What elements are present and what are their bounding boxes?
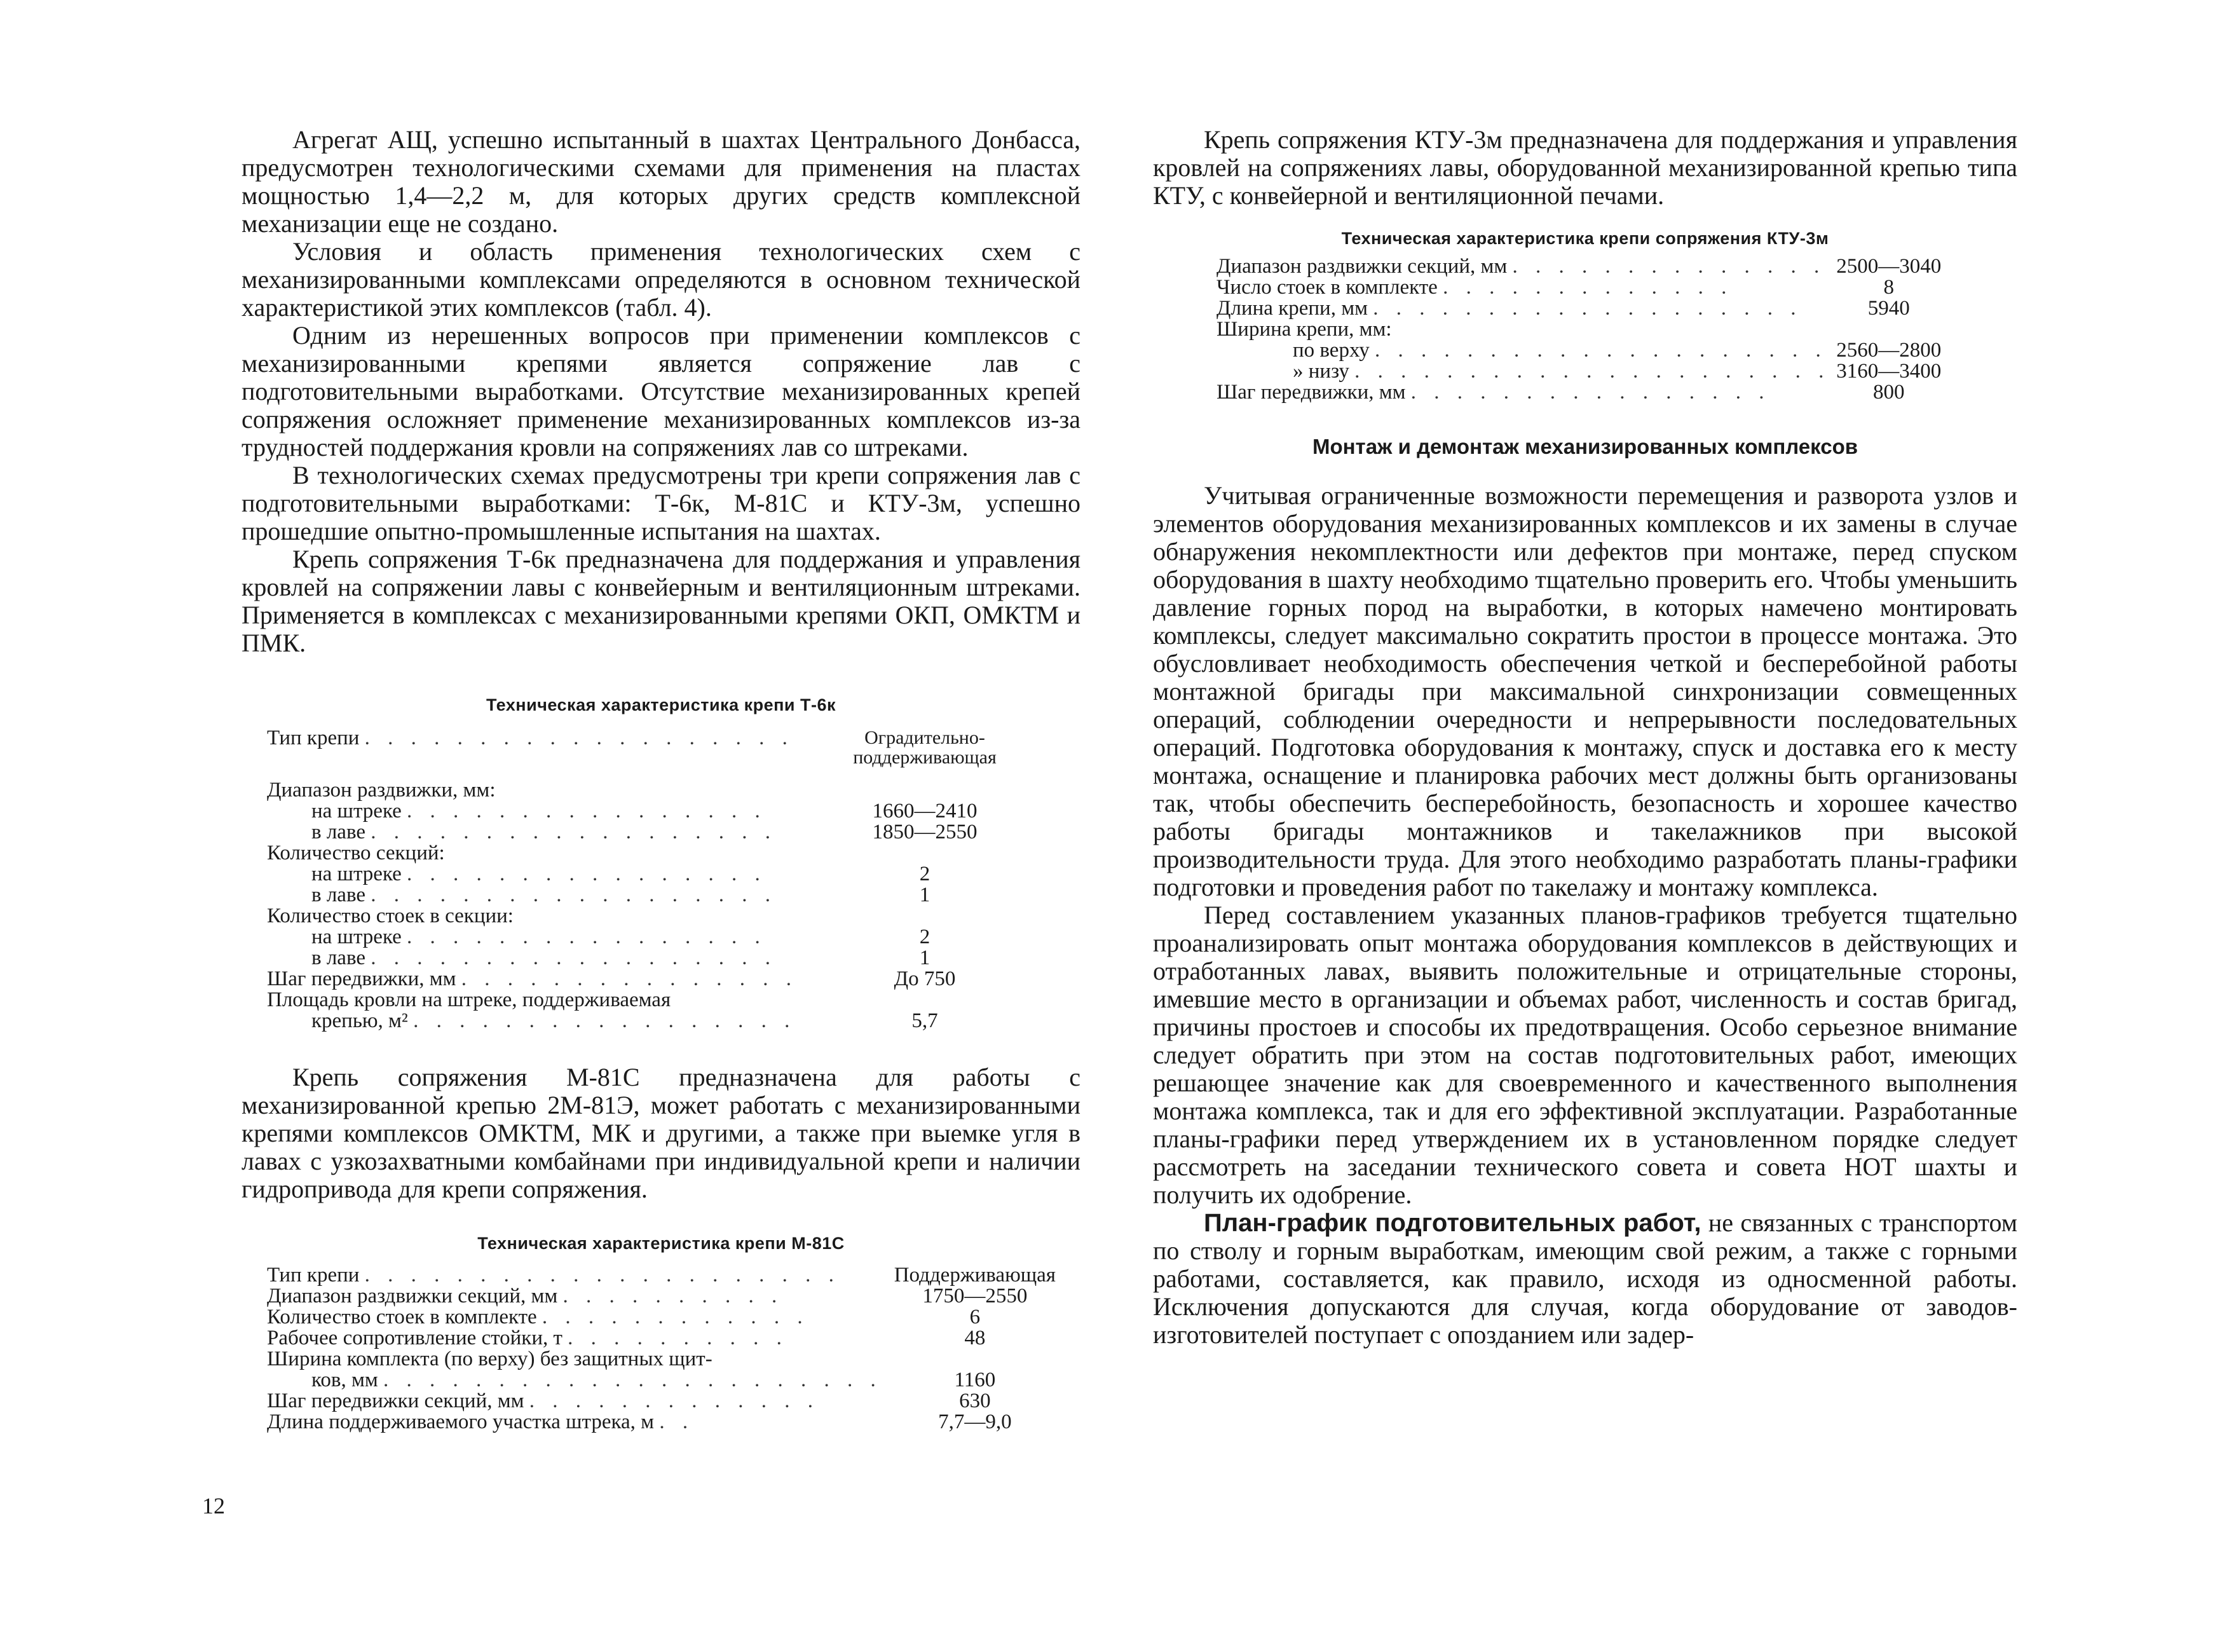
row-value: 1850—2550 <box>872 821 978 843</box>
row-value: 1750—2550 <box>922 1285 1028 1307</box>
table-row: Диапазон раздвижки секций, мм . . . . . . . . . . . . . . 2500—3040 <box>1217 256 1947 277</box>
row-label: Диапазон раздвижки секций, мм <box>1217 256 1508 277</box>
row-label: в лаве <box>311 885 365 906</box>
table-row: Диапазон раздвижки секций, мм . . . . . . . . . . 1750—2550 <box>267 1286 1068 1307</box>
row-label: Шаг передвижки, мм <box>1217 382 1406 403</box>
row-label: Шаг передвижки секций, мм <box>267 1391 524 1412</box>
bold-lead: План-график подготовительных работ, <box>1204 1209 1701 1237</box>
row-label: Ширина крепи, мм: <box>1217 319 1392 340</box>
row-label: на штреке <box>311 927 402 948</box>
table-row <box>1217 319 1947 340</box>
table-row: Число стоек в комплекте . . . . . . . . . . . . . 8 <box>1217 277 1947 298</box>
row-value: 1660—2410 <box>872 800 978 823</box>
table-row: Тип крепи . . . . . . . . . . . . . . . . . . . . . Поддерживающая <box>267 1265 1068 1286</box>
row-value: 5940 <box>1867 297 1910 320</box>
table-row: Длина поддерживаемого участка штрека, м . . 7,7—9,0 <box>267 1412 1068 1433</box>
row-label: » низу <box>1293 361 1349 382</box>
spec-table-ktu <box>1217 256 1947 403</box>
row-label: Ширина комплекта (по верху) без защитных щит- <box>267 1349 712 1370</box>
row-label: Количество секций: <box>267 843 445 864</box>
table-row: на штреке . . . . . . . . . . . . . . . . 2 <box>267 864 1030 885</box>
paragraph: Крепь сопряжения М-81С предназначена для работы с механизированной крепью 2М-81Э, может работать с механизированными крепями комплексов ОМКТМ, МК и другими, а также при выемке угля в лавах с узкозахватными комбайнами при индивидуальной крепи и наличии гидропривода для крепи сопряжения. <box>242 1063 1080 1203</box>
paragraph: Учитывая ограниченные возможности перемещения и разворота узлов и элементов оборудования механизированных комплексов и их замены в случае обнаружения некомплектности или дефектов при монтаже, перед спуском оборудования в шахту необходимо тщательно проверить его. Чтобы уменьшить давление горных пород на выработки, в которых намечено монтировать комплексы, следует максимально сократить простои в процессе монтажа. Это обусловливает необходимость обеспечения четкой и бесперебойной работы монтажной бригады при максимальной синхронизации совмещенных операций, соблюдении очередности и непрерывности последовательных операций. Подготовка оборудования к монтажу, спуск и доставка его к месту монтажа, оснащение и планировка рабочих мест должны быть организованы так, чтобы обеспечить бесперебойность, безопасность и хорошее качество работы бригады монтажников и такелажников при высокой производительности труда. Для этого необходимо разработать планы-графики подготовки и проведения работ по такелажу и монтажу комплекса. <box>1153 481 2017 901</box>
row-value: 6 <box>969 1306 981 1328</box>
row-label: Тип крепи <box>267 728 360 749</box>
left-column <box>242 126 1080 1433</box>
paragraph: Крепь сопряжения КТУ-3м предназначена для поддержания и управления кровлей на сопряжениях лавы, оборудованной механизированной крепью типа КТУ, с конвейерной и вентиляционной печами. <box>1153 125 2017 210</box>
row-label: в лаве <box>311 822 365 843</box>
right-page <box>1107 0 2215 1652</box>
table-row: Рабочее сопротивление стойки, т . . . . . . . . . . 48 <box>267 1328 1068 1349</box>
row-value: 800 <box>1872 381 1905 404</box>
row-value: 2500—3040 <box>1836 255 1942 278</box>
row-value: 5,7 <box>911 1009 938 1032</box>
row-value: 7,7—9,0 <box>938 1410 1012 1433</box>
row-value: Поддерживающая <box>894 1264 1056 1287</box>
row-label: Количество стоек в секции: <box>267 906 514 927</box>
row-label: Количество стоек в комплекте <box>267 1307 537 1328</box>
row-value: 1 <box>919 946 930 969</box>
table-row: по верху . . . . . . . . . . . . . . . . . . . . 2560—2800 <box>1217 340 1947 361</box>
table-row: на штреке . . . . . . . . . . . . . . . . 1660—2410 <box>267 801 1030 822</box>
row-value: 1 <box>919 884 930 906</box>
row-value: 630 <box>959 1389 991 1412</box>
table-row <box>267 1349 1068 1370</box>
spec-table-m81 <box>267 1265 1068 1433</box>
row-value: 2 <box>919 925 930 948</box>
table-row: Тип крепи . . . . . . . . . . . . . . . . . . . Оградительно-поддерживающая <box>267 728 1030 767</box>
right-column <box>1153 126 2017 1349</box>
row-label: Шаг передвижки, мм <box>267 969 456 990</box>
paragraph-text: не связанных с транспортом по стволу и горным выработкам, имеющим свой режим, а также с горными работами, составляется, как правило, исходя из односменной работы. Исключения допускаются для случая, когда оборудование от заводов-изготовителей поступает с опозданием или задер- <box>1153 1208 2018 1349</box>
table-title-t6k: Техническая характеристика крепи Т-6к <box>486 695 836 714</box>
paragraph: Условия и область применения технологических схем с механизированными комплексами определяются в основном технической характеристикой этих комплексов (табл. 4). <box>242 237 1080 322</box>
row-value: 48 <box>964 1327 986 1349</box>
table-row: на штреке . . . . . . . . . . . . . . . . 2 <box>267 927 1030 948</box>
row-label: по верху <box>1293 340 1370 361</box>
row-value: 3160—3400 <box>1836 360 1942 383</box>
table-row: в лаве . . . . . . . . . . . . . . . . . . 1 <box>267 885 1030 906</box>
paragraph: Агрегат АЩ, успешно испытанный в шахтах Центрального Донбасса, предусмотрен технологическими схемами для применения на пластах мощностью 1,4—2,2 м, для которых других средств комплексной механизации еще не создано. <box>242 125 1080 238</box>
row-label: Диапазон раздвижки секций, мм <box>267 1286 558 1307</box>
table-row: крепью, м² . . . . . . . . . . . . . . . . . 5,7 <box>267 1011 1030 1032</box>
row-value: Оградительно-поддерживающая <box>853 727 997 768</box>
table-row: в лаве . . . . . . . . . . . . . . . . . . 1850—2550 <box>267 822 1030 843</box>
paragraph: Крепь сопряжения Т-6к предназначена для поддержания и управления кровлей на сопряжении лавы с конвейерным и вентиляционным штреками. Применяется в комплексах с механизированными крепями ОКП, ОМКТМ и ПМК. <box>242 545 1080 657</box>
row-label: на штреке <box>311 864 402 885</box>
row-value: 2560—2800 <box>1836 339 1942 362</box>
table-row: в лаве . . . . . . . . . . . . . . . . . . 1 <box>267 948 1030 969</box>
row-label: на штреке <box>311 801 402 822</box>
row-value: 8 <box>1883 276 1894 299</box>
table-row <box>267 906 1030 927</box>
row-label: Рабочее сопротивление стойки, т <box>267 1328 562 1349</box>
paragraph: Перед составлением указанных планов-графиков требуется тщательно проанализировать опыт монтажа оборудования комплексов в действующих и отработанных лавах, выявить положительные и отрицательные стороны, имевшие место в организации и объемах работ, численность и состав бригад, причины простоев и способы их предотвращения. Особо серьезное внимание следует обратить при этом на состав подготовительных работ, имеющих решающее значение как для своевременного и качественного выполнения монтажа комплекса, так и для его эффективной эксплуатации. Разработанные планы-графики перед утверждением их в установленном порядке следует рассмотреть на заседании технического совета и совета НОТ шахты и получить их одобрение. <box>1153 901 2017 1209</box>
table-row <box>267 990 1030 1011</box>
table-row: Шаг передвижки секций, мм . . . . . . . . . . . . . 630 <box>267 1391 1068 1412</box>
table-row: Количество стоек в комплекте . . . . . . . . . . . . 6 <box>267 1307 1068 1328</box>
left-page <box>0 0 1107 1652</box>
table-row: ков, мм . . . . . . . . . . . . . . . . . . . . . . 1160 <box>267 1370 1068 1391</box>
section-title: Монтаж и демонтаж механизированных комплексов <box>1312 435 1858 458</box>
table-row: » низу . . . . . . . . . . . . . . . . . . . . . 3160—3400 <box>1217 361 1947 382</box>
table-row: Шаг передвижки, мм . . . . . . . . . . . . . . . До 750 <box>267 969 1030 990</box>
paragraph: Одним из нерешенных вопросов при применении комплексов с механизированными крепями является сопряжение лав с подготовительными выработками. Отсутствие механизированных крепей сопряжения осложняет применение механизированных комплексов из-за трудностей поддержания кровли на сопряжениях лав со штреками. <box>242 321 1080 461</box>
row-label: Длина крепи, мм <box>1217 298 1368 319</box>
row-value: 2 <box>919 863 930 885</box>
row-label: Число стоек в комплекте <box>1217 277 1438 298</box>
table-row <box>267 843 1030 864</box>
paragraph: В технологических схемах предусмотрены три крепи сопряжения лав с подготовительными выработками: Т-6к, М-81С и КТУ-3м, успешно прошедшие опытно-промышленные испытания на шахтах. <box>242 461 1080 545</box>
table-row: Шаг передвижки, мм . . . . . . . . . . . . . . . . 800 <box>1217 382 1947 403</box>
page-number: 12 <box>202 1493 225 1519</box>
row-label: Площадь кровли на штреке, поддерживаемая <box>267 990 671 1011</box>
table-row: Длина крепи, мм . . . . . . . . . . . . . . . . . . . 5940 <box>1217 298 1947 319</box>
row-label: ков, мм <box>311 1370 378 1391</box>
table-title-m81: Техническая характеристика крепи М-81С <box>477 1234 845 1253</box>
row-label: Тип крепи <box>267 1265 360 1286</box>
row-value: До 750 <box>894 967 956 990</box>
paragraph <box>1153 1209 2017 1349</box>
row-value: 1160 <box>954 1369 996 1391</box>
row-label: крепью, м² <box>311 1011 408 1032</box>
spec-table-t6k <box>267 728 1030 1032</box>
table-title-ktu: Техническая характеристика крепи сопряжения КТУ-3м <box>1341 229 1829 248</box>
row-label: Длина поддерживаемого участка штрека, м <box>267 1412 655 1433</box>
table-row <box>267 780 1030 801</box>
row-label: в лаве <box>311 948 365 969</box>
row-label: Диапазон раздвижки, мм: <box>267 780 496 801</box>
